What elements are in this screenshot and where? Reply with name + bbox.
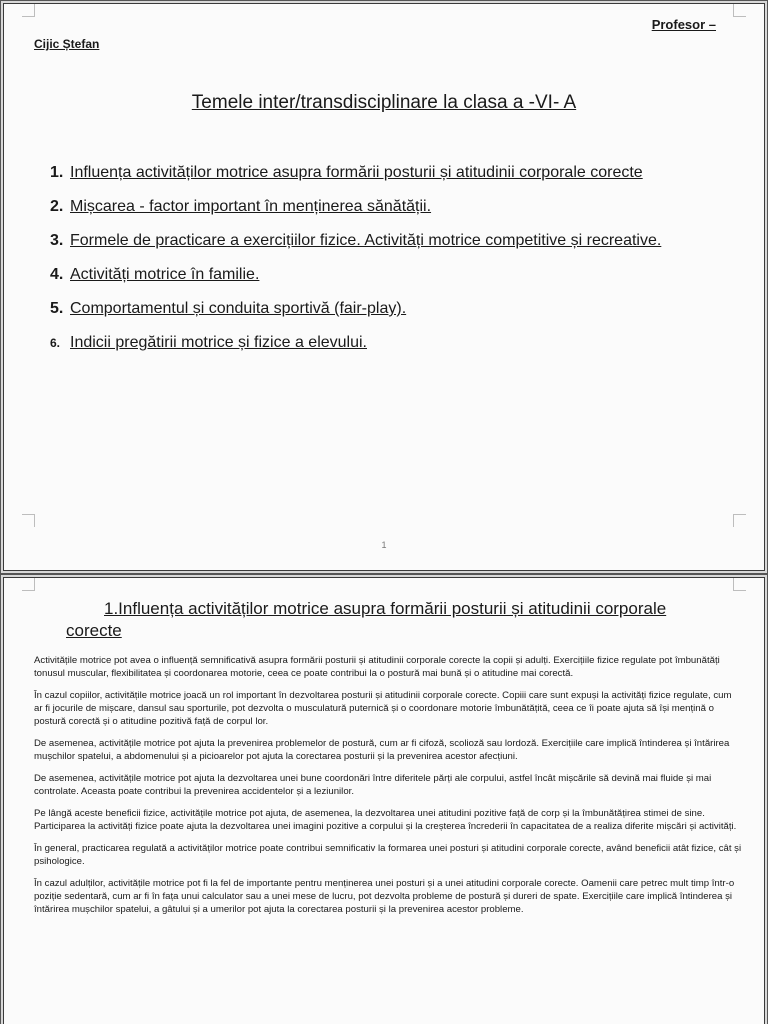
body-paragraph: Activitățile motrice pot avea o influență semnificativă asupra formării posturii și atitudinii corporale corecte la copii și adulți. Exercițiile fizice regulate pot îmbunătăți tonusul muscular, flexibilitatea și coordonarea motorie, ceea ce poate contribui la o postură mai bună și o atitudine mai corectă. — [34, 655, 720, 680]
body-paragraph: În general, practicarea regulată a activităților motrice poate contribui semnificativ la formarea unei posturi și atitudini corporale corecte, având beneficii atât fizice, cât și psihologice. — [34, 842, 742, 867]
topic-item — [50, 266, 661, 300]
topic-text: Mișcarea - factor important în menținerea sănătății. — [70, 198, 432, 215]
topics-list — [50, 164, 661, 368]
document-page-2 — [4, 578, 764, 1024]
margin-corner-mark — [22, 4, 35, 17]
margin-corner-mark — [22, 514, 35, 527]
page-number: 1 — [381, 540, 387, 550]
topic-text: Comportamentul și conduita sportivă (fair-play). — [70, 300, 407, 317]
body-paragraph: De asemenea, activitățile motrice pot ajuta la prevenirea problemelor de postură, cum ar fi cifoză, scolioză sau lordoză. Exercițiile care implică întinderea și întărirea mușchilor spatelui, a abdomenului și a picioarelor pot ajuta la corectarea posturii și la prevenirea acestor afecțiuni. — [34, 738, 730, 763]
body-paragraph: În cazul copiilor, activitățile motrice joacă un rol important în dezvoltarea posturii și atitudinii corporale corecte. Copiii care sunt expuși la activități fizice regulate, cum ar fi jocurile de mișcare, dansul sau sporturile, pot dezvolta o musculatură puternică și o coordonare motorie îmbunătățită, ceea ce îi poate ajuta să își mențină o postură corectă și o atitudine pozitivă față de corpul lor. — [34, 689, 732, 728]
topic-number: 1. — [50, 164, 64, 181]
section-title: 1.Influența activităților motrice asupra formării posturii și atitudinii corporale corecte — [66, 599, 667, 640]
topic-number: 3. — [50, 232, 64, 249]
topic-item — [50, 232, 661, 266]
margin-corner-mark — [733, 514, 746, 527]
topic-text: Formele de practicare a exercițiilor fizice. Activități motrice competitive și recreative. — [70, 232, 662, 249]
section-body — [34, 654, 742, 925]
topic-text: Activități motrice în familie. — [70, 266, 260, 283]
body-paragraph: De asemenea, activitățile motrice pot ajuta la dezvoltarea unei bune coordonări între diferitele părți ale corpului, astfel încât mișcările să devină mai fluide și mai controlate. Aceasta poate contribui la prevenirea accidentelor și a leziunilor. — [34, 772, 712, 798]
topic-number: 5. — [50, 300, 64, 317]
document-title: Temele inter/transdisciplinare la clasa a -VI- A — [191, 92, 577, 113]
topic-text: Indicii pregătirii motrice și fizice a elevului. — [70, 334, 367, 351]
body-paragraph: Pe lângă aceste beneficii fizice, activitățile motrice pot ajuta, de asemenea, la dezvoltarea unei atitudini pozitive față de corp și la îmbunătățirea stimei de sine. Participarea la activități fizice poate ajuta la dezvoltarea unei imagini pozitive a corpului și la creșterea încrederii în capacitatea de a realiza diferite mișcări și activități. — [34, 807, 737, 833]
topic-number: 6. — [50, 336, 61, 350]
margin-corner-mark — [733, 578, 746, 591]
author-name: Cijic Ștefan — [34, 37, 100, 51]
body-paragraph: În cazul adulților, activitățile motrice pot fi la fel de importante pentru menținerea unei posturi și a unei atitudini corporale corecte. Oamenii care petrec mult timp într-o poziție sedentară, cum ar fi în fața unui calculator sau a unei mese de lucru, pot dezvolta probleme de postură și dureri de spate. Exercițiile care implică întinderea și întărirea mușchilor spatelui, a gâtului și a umerilor pot ajuta la corectarea posturii și la prevenirea acestor probleme. — [34, 877, 735, 916]
header-teacher-label: Profesor – — [651, 17, 716, 32]
topic-item — [50, 300, 661, 334]
margin-corner-mark — [733, 4, 746, 17]
topic-item — [50, 334, 661, 368]
topic-item — [50, 164, 661, 198]
document-page-1 — [4, 4, 764, 570]
topic-number: 2. — [50, 198, 64, 215]
topic-text: Influența activităților motrice asupra formării posturii și atitudinii corporale corecte — [70, 164, 643, 181]
margin-corner-mark — [22, 578, 35, 591]
topic-item — [50, 198, 661, 232]
topic-number: 4. — [50, 266, 64, 283]
